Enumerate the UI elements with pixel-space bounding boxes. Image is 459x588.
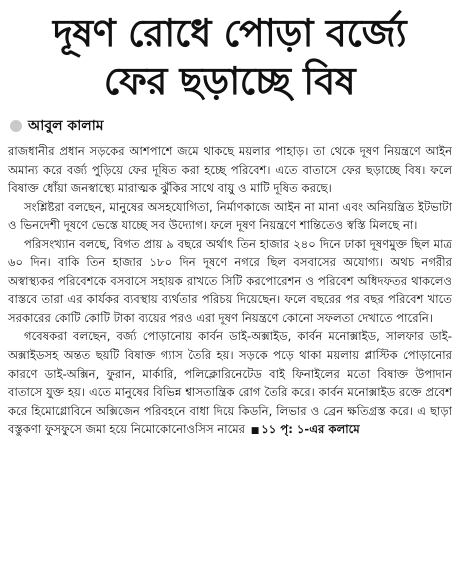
headline-line-1: দূষণ রোধে পোড়া বর্জ্যে: [52, 11, 407, 55]
paragraph-4-text: গবেষকরা বলছেন, বর্জ্য পোড়ানোয় কার্বন ডাই-অক্সাইড, কার্বন মনোক্সাইড, সালফার ডাই-অক্সাইডসহ অন্তত ছয়টি বিষাক্ত গ্যাস তৈরি হয়। সড়কে পড়ে থাকা ময়লায় প্লাস্টিক পোড়ানোর কারণে ডাই-অক্সিন, ফুরান, মার্কারি, পলিক্লোরিনেটেড বাই ফিনাইলের মতো বিষাক্ত উপাদান বাতাসে যুক্ত হয়। এতে মানুষের বিভিন্ন শ্বাসতান্ত্রিক রোগ তৈরি করে। কার্বন মনোক্সাইড রক্তে প্রবেশ করে হিমোগ্লোবিনে অক্সিজেন পরিবহনে বাধা দিয়ে কিডনি, লিভার ও ব্রেন ক্ষতিগ্রস্ত করে। এ ছাড়া বস্তুকণা ফুসফুসে জমা হয়ে নিমোকোনোওসিস নামের: [8, 329, 452, 437]
paragraph-4: [8, 327, 452, 440]
article-body: [8, 142, 452, 441]
paragraph-1: রাজধানীর প্রধান সড়কের আশপাশে জমে থাকছে ময়লার পাহাড়। তা থেকে দূষণ নিয়ন্ত্রণে আইন অমান্য করে বর্জ্য পুড়িয়ে ফের দূষিত করা হচ্ছে পরিবেশ। এতে বাতাসে ফের ছড়াচ্ছে বিষ। ফলে বিষাক্ত ধোঁয়া জনস্বাস্থ্যে মারাত্মক ঝুঁকির সাথে বায়ু ও মাটি দূষিত করছে।: [8, 144, 452, 196]
headline-line-2: ফের ছড়াচ্ছে বিষ: [103, 59, 356, 103]
byline: [10, 116, 104, 136]
paragraph-2: সংশ্লিষ্টরা বলছেন, মানুষের অসহযোগিতা, নির্মাণকাজে আইন না মানা এবং অনিয়ন্ত্রিত ইটভাটা ও ভিনদেশী দূষণে ভেস্তে যাচ্ছে সব উদ্যোগ। ফলে দূষণ নিয়ন্ত্রণে শান্তিতেও স্বস্তি মিলছে না।: [8, 199, 452, 233]
paragraph-3: পরিসংখ্যান বলছে, বিগত প্রায় ৯ বছরে অর্থাৎ তিন হাজার ২৪০ দিনে ঢাকা দূষণমুক্ত ছিল মাত্র ৬০ দিন। বাকি তিন হাজার ১৮০ দিন দূষণে নগরে ছিল বসবাসের অযোগ্য। অথচ নগরীর অস্বাস্থ্যকর পরিবেশকে বসবাসে সহায়ক রাখতে সিটি করপোরেশন ও পরিবেশ অধিদফতর থাকলেও বাস্তবে তারা এর কার্যকর ব্যবস্থায় ব্যর্থতার পরিচয় দিয়েছেন। ফলে বছরের পর বছর পরিবেশ খাতে সরকারের কোটি কোটি টাকা ব্যয়ের পরও এরা দূষণ নিয়ন্ত্রণে কোনো সফলতা দেখাতে পারেনি।: [8, 236, 452, 325]
author-name: আবুল কালাম: [28, 118, 104, 134]
jump-marker-icon: ■: [250, 426, 260, 437]
continuation-reference: ১১ পৃ: ১-এর কলামে: [261, 422, 360, 437]
bullet-icon: [10, 120, 22, 132]
